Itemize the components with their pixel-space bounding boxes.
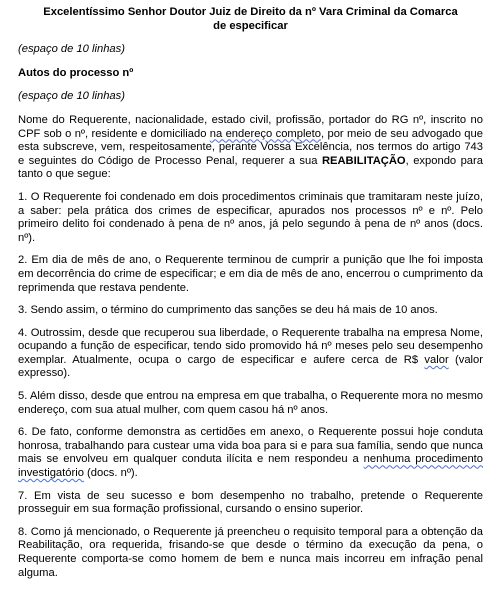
paragraph-1: 1. O Requerente foi condenado em dois procedimentos criminais que tramitaram neste juízo, a saber: pela prática dos crimes de especificar, apurados nos processos nº e nº. Pelo primeiro delito foi condenado à pena de nº anos, já pelo segundo à pena de nº anos (docs. nº).: [18, 190, 483, 244]
reabilitacao-term: REABILITAÇÃO: [321, 154, 406, 167]
intro-text-a: Nome do Requerente, nacionalidade, estado civil, profissão, portador do RG nº, inscrito no CPF sob o nº, residente e domiciliado: [18, 113, 483, 140]
paragraph-2: 2. Em dia de mês de ano, o Requerente terminou de cumprir a punição que lhe foi imposta em decorrência do crime de especificar; e em dia de mês de ano, encerrou o cumprimento da reprimenda que restava pendente.: [18, 254, 483, 294]
p6-text-c: (docs. nº).: [83, 467, 138, 480]
intro-text-e: , expondo para tanto o que segue:: [18, 154, 483, 181]
paragraph-4: [18, 327, 483, 381]
spacing-note-1: (espaço de 10 linhas): [18, 43, 125, 56]
intro-text-c: , por meio de seu advogado que esta subscreve, vem, respeitosamente, perante Vossa Excelência, nos termos do artigo 743 e seguintes do Código de Processo Penal, requerer a sua: [18, 127, 483, 167]
spellcheck-flag-endereco[interactable]: na endereço completo: [209, 127, 321, 140]
intro-paragraph: [18, 114, 483, 182]
p4-text-c: (valor expresso).: [18, 353, 483, 380]
p4-text-a: 4. Outrossim, desde que recuperou sua liberdade, o Requerente trabalha na empresa Nome, ocupando a função de especificar, tendo sido promovido há nº meses pelo seu desempenho exemplar. Atualmente, ocupa o cargo de especificar e aufere cerca de R$: [18, 326, 483, 366]
spellcheck-flag-valor[interactable]: valor: [424, 353, 449, 366]
paragraph-5: 5. Além disso, desde que entrou na empresa em que trabalha, o Requerente mora no mesmo endereço, com sua atual mulher, com quem casou há nº anos.: [18, 390, 483, 416]
paragraph-7: 7. Em vista de seu sucesso e bom desempenho no trabalho, pretende o Requerente prosseguir em sua formação profissional, cursando o ensino superior.: [18, 489, 483, 516]
spellcheck-flag-procedimento[interactable]: nenhuma procedimento investigatório: [18, 453, 483, 480]
document-heading: [18, 6, 483, 33]
spacing-note-2: (espaço de 10 linhas): [18, 90, 125, 103]
paragraph-3: 3. Sendo assim, o término do cumprimento das sanções se deu há mais de 10 anos.: [18, 304, 438, 317]
autos-processo: Autos do processo nº: [18, 66, 134, 79]
paragraph-8: 8. Como já mencionado, o Requerente já preencheu o requisito temporal para a obtenção da Reabilitação, ora requerida, frisando-se que desde o término da execução da pena, o Requerente comporta-se como homem de bem e nunca mais incorreu em infração penal alguma.: [18, 525, 483, 579]
heading-line-1: Excelentíssimo Senhor Doutor Juiz de Direito da nº Vara Criminal da Comarca: [43, 6, 458, 18]
heading-line-2: de especificar: [213, 19, 288, 32]
p6-text-a: 6. De fato, conforme demonstra as certidões em anexo, o Requerente possui hoje conduta honrosa, trabalhando para custear uma vida boa para si e para sua família, sendo que nunca mais se envolveu em qualquer conduta ilícita e nem respondeu a: [18, 426, 483, 466]
paragraph-6: [18, 426, 483, 480]
